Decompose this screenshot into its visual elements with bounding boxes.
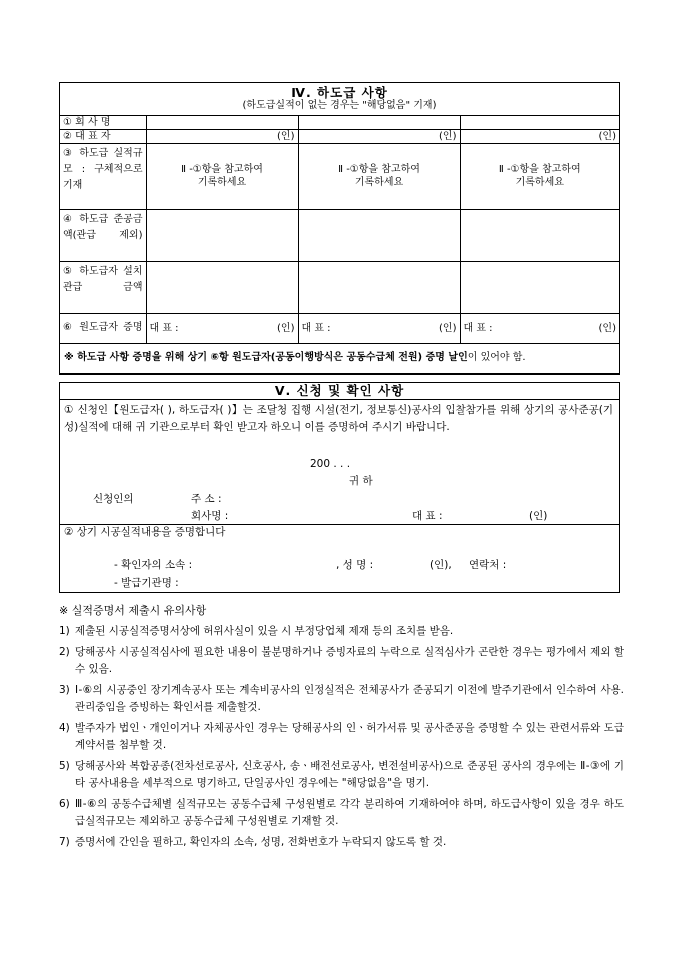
section-title: Ⅳ. 하도급 사항 [291, 85, 388, 101]
date-field[interactable]: 200 . . . [310, 458, 351, 470]
proof-ceo-label: 대 표 : [149, 322, 179, 334]
applicant-ceo-label: 대 표 : [412, 510, 443, 522]
footnote-tail: 이 있어야 함. [467, 352, 526, 363]
proof-label: ⑥ 원도급자 증명 [60, 313, 146, 343]
applicant-label: 신청인의 [93, 493, 134, 505]
supply-field[interactable] [298, 261, 460, 313]
amount-label: ④ 하도급 준공금액(관급 제외) [60, 209, 146, 261]
scale-hint: 기록하세요 [354, 177, 404, 188]
ceo-seal: (인) [146, 129, 298, 143]
note-text: Ⅲ-⑥의 공동수급체별 실적규모는 공동수급체 구성원별로 각각 분리하여 기재하여야 하며, 하도급사항이 있을 경우 하도급실적규모는 제외하고 공동수급체 구성원별로 기재할 것. [75, 798, 624, 827]
note-text: 당해공사와 복합공종(전차선로공사, 신호공사, 송ㆍ배전선로공사, 변전설비공사)으로 준공된 공사의 경우에는 Ⅱ-③에 기타 공사내용을 세부적으로 명기하고, 단일공사인 경우에는 "해당없음"을 명기. [75, 760, 624, 789]
scale-hint: Ⅱ -①항을 참고하여 [338, 164, 420, 175]
proof-field[interactable] [146, 313, 298, 343]
proof-ceo-label: 대 표 : [301, 322, 331, 334]
note-item [59, 623, 624, 640]
note-text: 당해공사 시공실적심사에 필요한 내용이 불분명하거나 증빙자료의 누락으로 실적심사가 곤란한 경우는 평가에서 제외 할 수 있음. [75, 646, 624, 675]
ceo-label: ② 대 표 자 [60, 129, 146, 143]
note-item [59, 796, 624, 830]
application-text: ① 신청인【원도급자( ), 하도급자( )】는 조달청 집행 시설(전기, 정보통신)공사의 입찰참가를 위해 상기의 공사준공(기성)실적에 대해 귀 기관으로부터 확인 받고자 하오니 이를 증명하여 주시기 바랍니다. [64, 404, 613, 433]
note-text: Ⅰ-⑥의 시공중인 장기계속공사 또는 계속비공사의 인정실적은 전체공사가 준공되기 이전에 발주기관에서 인수하여 사용.관리중임을 증빙하는 확인서를 제출할것. [75, 684, 624, 713]
address-label: 주 소 : [191, 493, 222, 505]
footnote-bold: ※ 하도급 사항 증명을 위해 상기 ⑥항 원도급자(공동이행방식은 공동수급체 전원) 증명 날인 [64, 352, 468, 363]
section-header [60, 83, 619, 115]
confirmer-affiliation-label: - 확인자의 소속 : [114, 559, 193, 571]
confirmer-seal: (인), [430, 559, 452, 571]
proof-seal: (인) [277, 322, 295, 334]
note-item [59, 834, 624, 851]
divider [60, 524, 619, 525]
confirmer-name-label: , 성 명 : [336, 559, 374, 571]
note-text: 증명서에 간인을 필하고, 확인자의 소속, 성명, 전화번호가 누락되지 않도록 할 것. [75, 836, 447, 848]
scale-hint: 기록하세요 [515, 177, 564, 188]
issuer-label: - 발급기관명 : [114, 577, 179, 589]
note-item [59, 682, 624, 716]
supply-field[interactable] [146, 261, 298, 313]
supply-field[interactable] [460, 261, 619, 313]
note-number: 2) [59, 646, 70, 658]
proof-seal: (인) [598, 322, 616, 334]
note-number: 4) [59, 722, 70, 734]
note-number: 6) [59, 798, 70, 810]
scale-field[interactable] [146, 143, 298, 209]
amount-field[interactable] [460, 209, 619, 261]
scale-hint: Ⅱ -①항을 참고하여 [181, 164, 263, 175]
company-field[interactable] [460, 115, 619, 129]
note-item [59, 758, 624, 792]
section-footnote [60, 343, 619, 373]
scale-field[interactable] [460, 143, 619, 209]
scale-field[interactable] [298, 143, 460, 209]
company-label: ① 회 사 명 [60, 115, 146, 129]
notes-list [59, 623, 624, 855]
note-text: 발주자가 법인ㆍ개인이거나 자체공사인 경우는 당해공사의 인ㆍ허가서류 및 공사준공을 증명할 수 있는 관련서류와 도급계약서를 첨부할 것. [75, 722, 624, 751]
application-section [59, 382, 620, 593]
supply-label: ⑤ 하도급자 설치 관급 금액 [60, 261, 146, 313]
proof-ceo-label: 대 표 : [463, 322, 493, 334]
amount-field[interactable] [146, 209, 298, 261]
contact-label: 연락처 : [469, 559, 507, 571]
note-number: 3) [59, 684, 70, 696]
ceo-seal: (인) [460, 129, 619, 143]
proof-seal: (인) [439, 322, 457, 334]
company-field[interactable] [146, 115, 298, 129]
applicant-seal: (인) [529, 510, 548, 522]
ceo-seal: (인) [298, 129, 460, 143]
note-number: 1) [59, 625, 70, 637]
section-title: Ⅴ. 신청 및 확인 사항 [60, 383, 619, 400]
proof-field[interactable] [460, 313, 619, 343]
subcontract-table [60, 83, 619, 374]
note-text: 제출된 시공실적증명서상에 허위사실이 있을 시 부정당업체 제재 등의 조치를 받음. [75, 625, 454, 637]
proof-field[interactable] [298, 313, 460, 343]
note-number: 7) [59, 836, 70, 848]
note-number: 5) [59, 760, 70, 772]
addressee: 귀 하 [349, 475, 373, 487]
note-item [59, 720, 624, 754]
notes-heading: ※ 실적증명서 제출시 유의사항 [59, 604, 207, 617]
subcontract-section [59, 82, 620, 375]
section-subtitle: (하도급실적이 없는 경우는 "해당없음" 기재) [242, 100, 437, 112]
company-name-label: 회사명 : [191, 510, 229, 522]
certify-text: ② 상기 시공실적내용을 증명합니다 [64, 526, 226, 538]
scale-hint: Ⅱ -①항을 참고하여 [498, 164, 581, 175]
company-field[interactable] [298, 115, 460, 129]
note-item [59, 644, 624, 678]
scale-hint: 기록하세요 [197, 177, 247, 188]
scale-label: ③ 하도급 실적규모 : 구체적으로 기재 [60, 143, 146, 209]
amount-field[interactable] [298, 209, 460, 261]
